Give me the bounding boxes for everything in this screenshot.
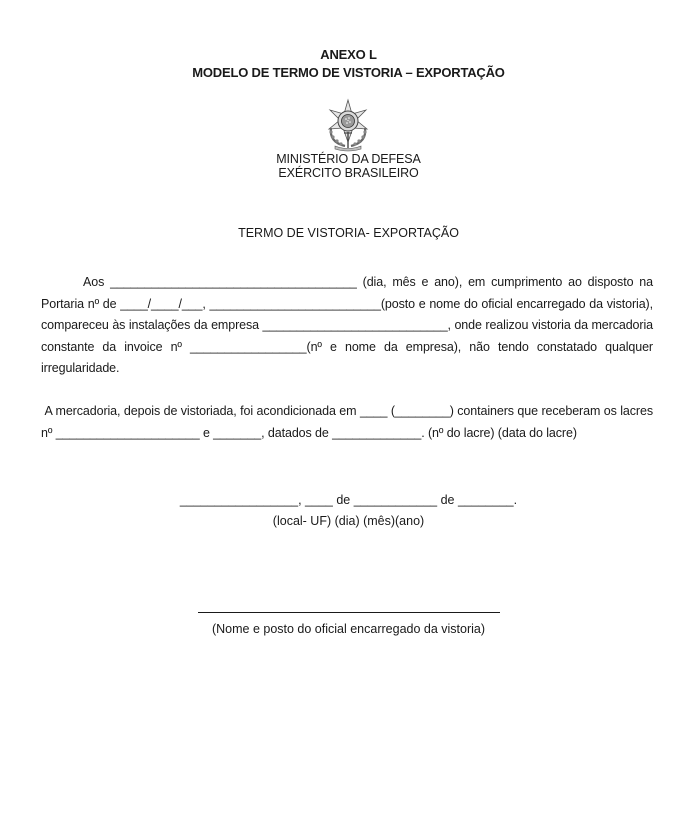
date-caption: (local- UF) (dia) (mês)(ano) (272, 514, 425, 528)
ministry-block (0, 152, 697, 180)
signature-block (0, 600, 697, 639)
signature-line (198, 600, 500, 613)
document-title: TERMO DE VISTORIA- EXPORTAÇÃO (238, 226, 459, 240)
brazil-coat-of-arms-icon (321, 98, 375, 152)
date-fill-line: _________________, ____ de ____________ de ________. (179, 493, 518, 507)
containers-paragraph (41, 401, 653, 444)
annex-header (0, 46, 697, 82)
annex-label: ANEXO L (320, 47, 377, 62)
containers-paragraph-text: A mercadoria, depois de vistoriada, foi acondicionada em ____ (________) containers que receberam os lacres nº _____________________ e _______, datados de _____________. (nº do lacre) (data do lacre) (41, 404, 653, 440)
model-title: MODELO DE TERMO DE VISTORIA – EXPORTAÇÃO (192, 65, 505, 80)
inspection-paragraph (41, 272, 653, 380)
signature-caption: (Nome e posto do oficial encarregado da vistoria) (211, 622, 486, 636)
date-block (0, 490, 697, 532)
army-name: EXÉRCITO BRASILEIRO (278, 166, 419, 180)
ministry-name: MINISTÉRIO DA DEFESA (276, 152, 421, 166)
inspection-paragraph-text: Aos ____________________________________ (dia, mês e ano), em cumprimento ao disposto na Portaria nº de ____/____/___, _________________________(posto e nome do oficial encarregado da vistoria), compareceu às instalações da empresa ___________________________, onde realizou vistoria da mercadoria constante da invoice nº _________________(nº e nome da empresa), não tendo constatado qualquer irregularidade. (41, 275, 653, 375)
